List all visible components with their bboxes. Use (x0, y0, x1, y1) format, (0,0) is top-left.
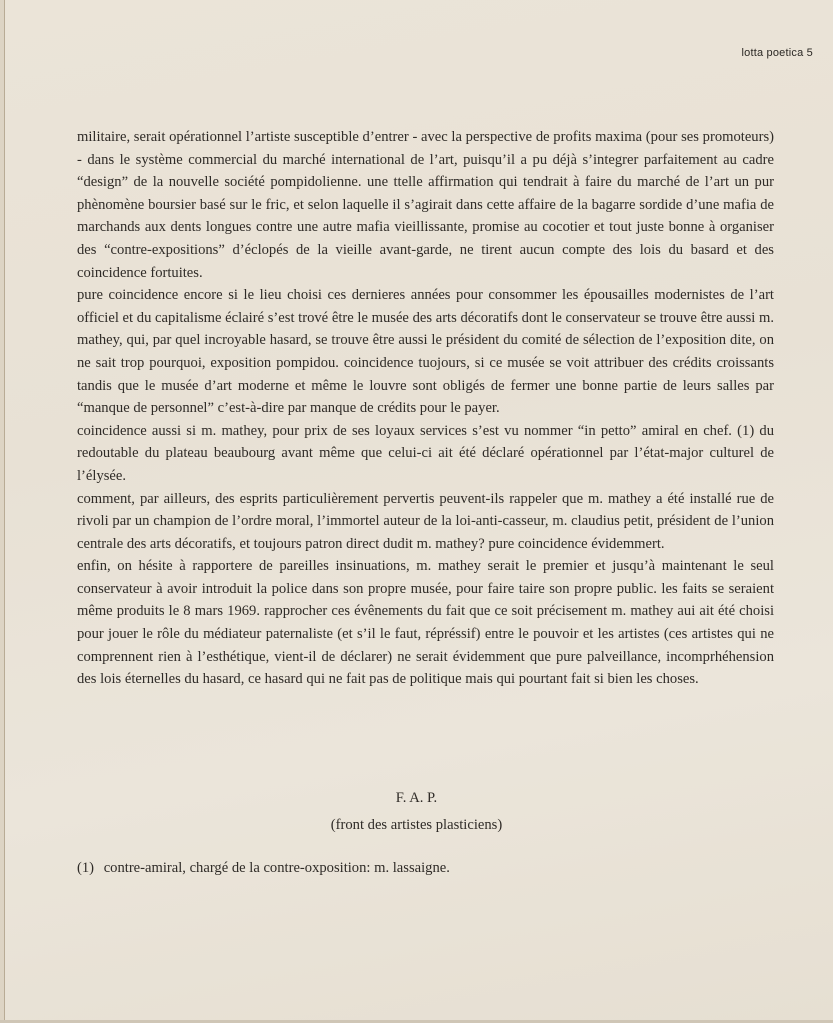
footnote-text: contre-amiral, chargé de la contre-oxposition: m. lassaigne. (103, 860, 450, 876)
paragraph: coincidence aussi si m. mathey, pour prix de ses loyaux services s’est vu nommer “in petto” amiral en chef. (1) du redoutable du plateau beaubourg avant même que celui-ci ait été déclaré opérationnel par l’état-major culturel de l’élysée. (77, 422, 774, 484)
signature-full-name: (front des artistes plasticiens) (330, 817, 503, 833)
paragraph: militaire, serait opérationnel l’artiste susceptible d’entrer - avec la perspective de profits maxima (pour ses promoteurs) - dans le système commercial du marché international de l’art, puisqu’il a pu déjà s’integrer parfaitement au cadre “design” de la nouvelle société pompidolienne. une ttelle affirmation qui tendrait à faire du marché de l’art un pur phènomène boursier basé sur le fric, et selon laquelle il s’agirait dans cette affaire de la bagarre sordide d’une mafia de marchands aux dents longues contre une autre mafia vieillissante, promise au cocotier et tout juste bonne à organiser des “contre-expositions” d’éclopés de la vieille avant-garde, ne tirent aucun compte des lois du basard et des coincidence fortuites. (77, 129, 774, 281)
page-binding-edge (4, 0, 5, 1023)
signature-initials: F. A. P. (395, 790, 438, 806)
paragraph: enfin, on hésite à rapportere de pareilles insinuations, m. mathey serait le premier et jusqu’à maintenant le seul conservateur à avoir introduit la police dans son propre musée, pour faire taire son propre public. les faits se seraient même produits le 8 mars 1969. rapprocher ces évênements du fait que ce soit précisement m. mathey aui ait été choisi pour jouer le rôle du médiateur paternaliste (et s’il le faut, répréssif) entre le pouvoir et les artistes (ces artistes qui ne comprennent rien à l’esthétique, vient-il de déclarer) ne serait évidemment que pure palveillance, incomprhéhension des lois éternelles du hasard, ce hasard qui ne fait pas de politique mais qui pourtant fait si bien les choses. (77, 558, 774, 688)
paragraph: pure coincidence encore si le lieu choisi ces dernieres années pour consommer les épousailles modernistes de l’art officiel et du capitalisme éclairé s’est trové être le musée des arts décoratifs dont le conservateur se trouve être aussi m. mathey, qui, par quel incroyable hasard, se trouve être aussi le président du comité de sélection de l’exposition dite, on ne sait trop pourquoi, exposition pompidou. coincidence tuojours, si ce musée se voit attribuer des crédits croissants tandis que le musée d’art moderne et même le louvre sont obligés de fermer une bonne partie de leurs salles par “manque de personnel” c’est-à-dire par manque de crédits pour le payer. (77, 287, 774, 417)
article-body (77, 126, 774, 691)
footnote-marker: (1) (77, 860, 95, 876)
paragraph: comment, par ailleurs, des esprits particulièrement pervertis peuvent-ils rappeler que m. mathey a été installé rue de rivoli par un champion de l’ordre moral, l’immortel auteur de la loi-anti-casseur, m. claudius petit, président de l’union centrale des arts décoratifs, et toujours patron direct dudit m. mathey? pure coincidence évidemmert. (77, 490, 774, 552)
running-head: lotta poetica 5 (741, 47, 813, 59)
footnote (77, 860, 450, 877)
